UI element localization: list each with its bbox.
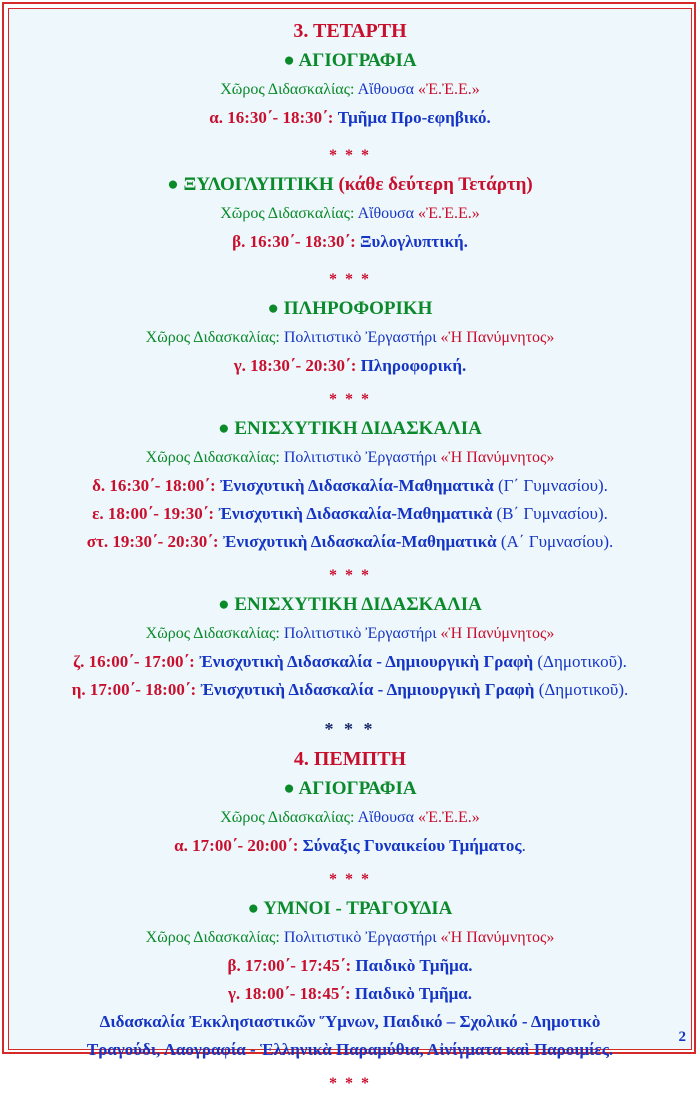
bullet-icon: ● [283,50,295,71]
description-line: Τραγούδι, Λαογραφία - Ἑλληνικὰ Παραμύθια, Αἰνίγματα καὶ Παροιμίες. [86,1040,614,1059]
bullet-icon: ● [267,298,280,319]
venue-line: Χῶρος Διδασκαλίας: Πολιτιστικὸ Ἐργαστήρι «Ἡ Πανύμνητος» [145,449,555,466]
page-number: 2 [678,1029,686,1045]
schedule-content [10,10,690,1098]
bullet-icon: ● [283,778,295,799]
venue-line: Χῶρος Διδασκαλίας: Αἴθουσα «Ἐ.Ἐ.Ε.» [220,809,480,826]
bullet-icon: ● [218,594,230,615]
day-separator: * * * [324,719,376,739]
subject-heading: ● ΑΓΙΟΓΡΑΦΙΑ [283,778,417,799]
venue-line: Χῶρος Διδασκαλίας: Αἴθουσα «Ἐ.Ἐ.Ε.» [220,205,480,222]
subject-heading: ● ΑΓΙΟΓΡΑΦΙΑ [283,50,417,71]
separator: * * * [329,391,371,408]
time-slot: α. 17:00΄- 20:00΄: Σύναξις Γυναικείου Τμήματος. [174,836,526,855]
venue-line: Χῶρος Διδασκαλίας: Πολιτιστικὸ Ἐργαστήρι «Ἡ Πανύμνητος» [145,929,555,946]
venue-line: Χῶρος Διδασκαλίας: Αἴθουσα «Ἐ.Ἐ.Ε.» [220,81,480,98]
separator: * * * [329,1075,371,1092]
time-slot: β. 16:30΄- 18:30΄: Ξυλογλυπτική. [232,232,468,251]
bullet-icon: ● [218,418,230,439]
time-slot: γ. 18:30΄- 20:30΄: Πληροφορική. [233,356,467,375]
separator: * * * [329,271,371,288]
subject-heading: ● ΞΥΛΟΓΛΥΠΤΙΚΗ (κάθε δεύτερη Τετάρτη) [167,174,533,195]
time-slot: γ. 18:00΄- 18:45΄: Παιδικὸ Τμῆμα. [227,984,472,1003]
separator: * * * [329,147,371,164]
venue-line: Χῶρος Διδασκαλίας: Πολιτιστικὸ Ἐργαστήρι «Ἡ Πανύμνητος» [145,329,555,346]
time-slot: β. 17:00΄- 17:45΄: Παιδικὸ Τμῆμα. [227,956,473,975]
venue-line: Χῶρος Διδασκαλίας: Πολιτιστικὸ Ἐργαστήρι «Ἡ Πανύμνητος» [145,625,555,642]
separator: * * * [329,567,371,584]
time-slot: ε. 18:00΄- 19:30΄: Ἐνισχυτικὴ Διδασκαλία-Μαθηματικὰ (Β΄ Γυμνασίου). [92,504,608,523]
bullet-icon: ● [167,174,179,195]
day-title-thursday: 4. ΠΕΜΠΤΗ [293,748,407,770]
bullet-icon: ● [247,898,260,919]
time-slot: α. 16:30΄- 18:30΄: Τμῆμα Προ-εφηβικό. [209,108,491,127]
time-slot: ζ. 16:00΄- 17:00΄: Ἐνισχυτικὴ Διδασκαλία - Δημιουργικὴ Γραφὴ (Δημοτικοῦ). [73,652,627,671]
time-slot: η. 17:00΄- 18:00΄: Ἐνισχυτικὴ Διδασκαλία - Δημιουργικὴ Γραφὴ (Δημοτικοῦ). [71,680,629,699]
description-line: Διδασκαλία Ἐκκλησιαστικῶν Ὕμνων, Παιδικό – Σχολικό - Δημοτικὸ [99,1012,601,1031]
separator: * * * [329,871,371,888]
subject-heading: ● ΕΝΙΣΧΥΤΙΚΗ ΔΙΔΑΣΚΑΛΙΑ [218,594,482,615]
time-slot: στ. 19:30΄- 20:30΄: Ἐνισχυτικὴ Διδασκαλία-Μαθηματικὰ (Α΄ Γυμνασίου). [86,532,614,551]
time-slot: δ. 16:30΄- 18:00΄: Ἐνισχυτικὴ Διδασκαλία-Μαθηματικὰ (Γ΄ Γυμνασίου). [92,476,608,495]
subject-heading: ● ΠΛΗΡΟΦΟΡΙΚΗ [267,298,433,319]
subject-heading: ● ΕΝΙΣΧΥΤΙΚΗ ΔΙΔΑΣΚΑΛΙΑ [218,418,482,439]
subject-heading: ● ΥΜΝΟΙ - ΤΡΑΓΟΥΔΙΑ [247,898,453,919]
day-title-wednesday: 3. ΤΕΤΑΡΤΗ [293,20,407,42]
